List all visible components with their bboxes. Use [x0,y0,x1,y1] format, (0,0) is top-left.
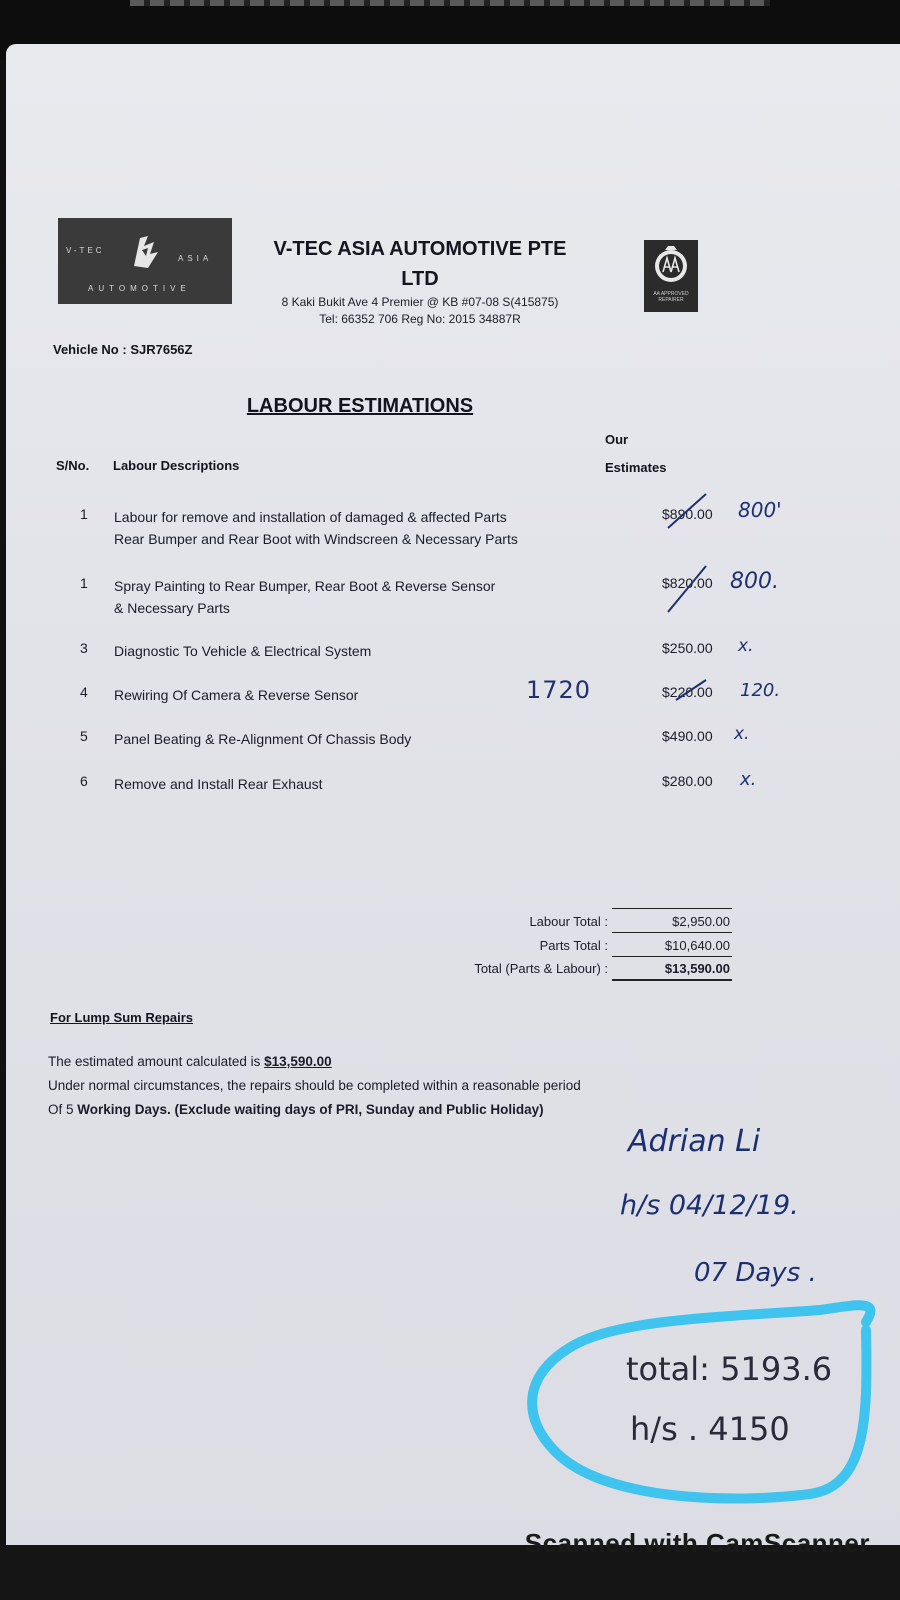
item-amount: $890.00 [662,506,713,522]
working-days-bold: Working Days. (Exclude waiting days of PRI, Sunday and Public Holiday) [77,1102,544,1117]
header-estimates: Estimates [605,460,667,475]
vehicle-value: SJR7656Z [130,342,193,357]
working-days-line [48,1102,544,1117]
handwritten-hs: h/s . 4150 [630,1410,790,1448]
vehicle-label: Vehicle No : [53,342,127,357]
grand-total-value: $13,590.00 [664,961,730,976]
camscanner-watermark: Scanned with CamScanner [524,1528,870,1558]
grand-total-label: Total (Parts & Labour) : [474,961,608,976]
item-amount: $250.00 [662,640,713,656]
item-desc-line2: Rear Bumper and Rear Boot with Windscreen & Necessary Parts [114,531,518,547]
item-description [114,684,584,706]
company-name-line2: LTD [401,268,439,290]
aa-badge [644,240,698,312]
item-sn: 4 [80,684,88,700]
logo-text-right: ASIA [178,254,213,263]
item-sn: 3 [80,640,88,656]
item-sn: 6 [80,773,88,789]
item-sn: 1 [80,506,88,522]
company-name [260,234,580,294]
item-description [114,575,584,619]
item-amount: $820.00 [662,575,713,591]
circumstance-line: Under normal circumstances, the repairs should be completed within a reasonable period [48,1078,581,1093]
totals-rule [612,932,732,933]
header-our: Our [605,432,629,447]
item-description [114,773,584,795]
company-name-line1: V-TEC ASIA AUTOMOTIVE PTE [273,238,567,260]
item-hand-amount: 120. [740,680,781,701]
item-hand-amount: x. [738,636,754,656]
keyboard-stripe [130,0,770,6]
item-desc-line1: Diagnostic To Vehicle & Electrical System [114,643,372,659]
item-desc-line1: Spray Painting to Rear Bumper, Rear Boot & Reverse Sensor [114,578,496,594]
company-address-block [260,294,580,328]
estimate-amount: $13,590.00 [264,1054,332,1069]
item-hand-amount: x. [734,724,750,744]
item-description [114,728,584,750]
item-sn: 5 [80,728,88,744]
estimate-line [48,1054,332,1069]
parts-total-value: $10,640.00 [664,938,730,953]
item-desc-line1: Labour for remove and installation of damaged & affected Parts [114,509,507,525]
working-days-prefix: Of 5 [48,1102,78,1117]
item-desc-line1: Rewiring Of Camera & Reverse Sensor [114,687,359,703]
logo-text-bottom: AUTOMOTIVE [88,284,191,293]
vehicle-number [53,342,192,357]
company-logo [58,218,232,304]
hand-sum: 1720 [526,676,592,704]
item-description [114,506,584,550]
parts-total-label: Parts Total : [539,938,608,953]
item-hand-amount: 800' [738,498,782,522]
item-hand-amount: 800. [730,569,779,594]
totals-top-rule [612,908,732,909]
item-desc-line1: Remove and Install Rear Exhaust [114,776,323,792]
document-title: LABOUR ESTIMATIONS [246,395,474,417]
item-amount: $280.00 [662,773,713,789]
logo-text-left: V-TEC [66,246,105,255]
grand-total-rule [612,979,732,981]
handwritten-name: Adrian Li [628,1124,761,1159]
logo-mark-icon [128,232,162,270]
header-sn: S/No. [56,458,90,473]
handwritten-date: h/s 04/12/19. [620,1190,799,1221]
estimate-prefix: The estimated amount calculated is [48,1054,265,1069]
lump-sum-heading: For Lump Sum Repairs [50,1010,194,1025]
item-amount: $220.00 [662,684,713,700]
aa-badge-caption: AA APPROVED REPAIRER [653,291,689,303]
company-address: 8 Kaki Bukit Ave 4 Premier @ KB #07-08 S(415875) [281,295,559,309]
labour-total-value: $2,950.00 [672,914,730,929]
handwritten-days: 07 Days . [694,1258,817,1288]
item-desc-line1: Panel Beating & Re-Alignment Of Chassis Body [114,731,412,747]
item-description [114,640,584,662]
header-description: Labour Descriptions [113,458,240,473]
aa-emblem-icon [644,242,698,292]
item-desc-line2: & Necessary Parts [114,600,230,616]
handwritten-total: total: 5193.6 [626,1350,833,1388]
totals-rule [612,956,732,957]
item-sn: 1 [80,575,88,591]
item-hand-amount: x. [740,769,757,790]
company-contact: Tel: 66352 706 Reg No: 2015 34887R [319,312,521,326]
labour-total-label: Labour Total : [529,914,608,929]
item-amount: $490.00 [662,728,713,744]
